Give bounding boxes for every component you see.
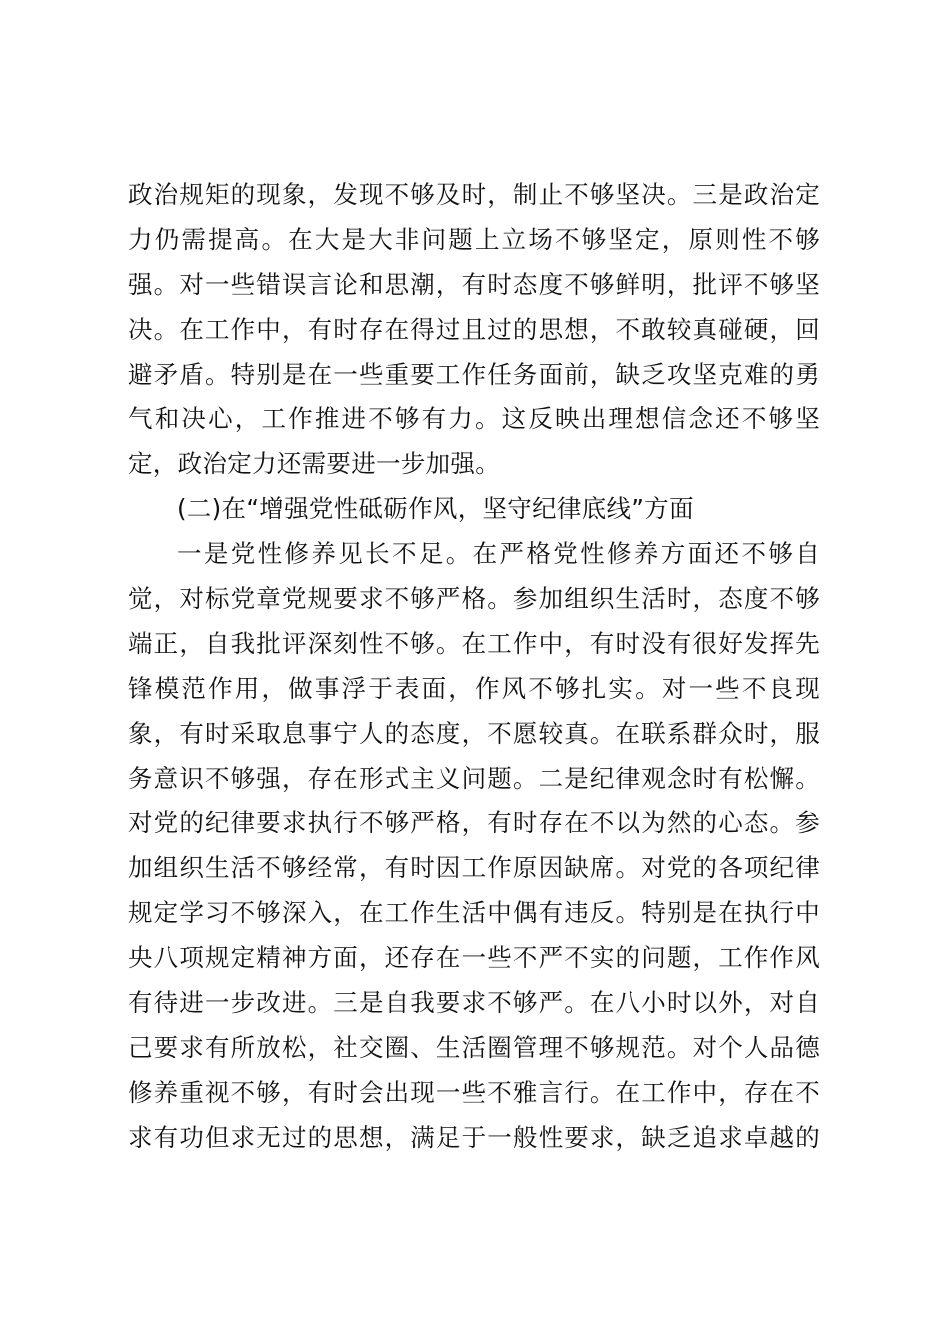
text-line: 力仍需提高。在大是大非问题上立场不够坚定，原则性不够 [128,224,820,254]
text-line: 避矛盾。特别是在一些重要工作任务面前，缺乏攻坚克难的勇 [128,359,820,389]
paragraph-first-line: 一是党性修养见长不足。在严格党性修养方面还不够自 [177,539,820,569]
text-line: 加组织生活不够经常，有时因工作原因缺席。对党的各项纪律 [128,853,820,883]
text-line: 务意识不够强，存在形式主义问题。二是纪律观念时有松懈。 [128,763,820,793]
text-line: 锋模范作用，做事浮于表面，作风不够扎实。对一些不良现 [128,673,820,703]
text-line: 己要求有所放松，社交圈、生活圈管理不够规范。对个人品德 [128,1032,820,1062]
section-heading: (二)在“增强党性砥砺作风，坚守纪律底线”方面 [177,494,694,524]
text-line: 决。在工作中，有时存在得过且过的思想，不敢较真碰硬，回 [128,314,820,344]
text-line: 央八项规定精神方面，还存在一些不严不实的问题，工作作风 [128,943,820,973]
text-line: 气和决心，工作推进不够有力。这反映出理想信念还不够坚 [128,404,820,434]
text-line: 修养重视不够，有时会出现一些不雅言行。在工作中，存在不 [128,1077,820,1107]
text-line: 有待进一步改进。三是自我要求不够严。在八小时以外，对自 [128,988,820,1018]
text-line: 政治规矩的现象，发现不够及时，制止不够坚决。三是政治定 [128,180,820,209]
text-line: 端正，自我批评深刻性不够。在工作中，有时没有很好发挥先 [128,628,820,658]
text-line: 觉，对标党章党规要求不够严格。参加组织生活时，态度不够 [128,584,820,614]
text-line: 定，政治定力还需要进一步加强。 [128,449,500,479]
text-line: 强。对一些错误言论和思潮，有时态度不够鲜明，批评不够坚 [128,269,820,299]
text-line: 求有功但求无过的思想，满足于一般性要求，缺乏追求卓越的 [128,1122,820,1152]
text-line: 象，有时采取息事宁人的态度，不愿较真。在联系群众时，服 [128,718,820,748]
text-line: 规定学习不够深入，在工作生活中偶有违反。特别是在执行中 [128,898,820,928]
text-line: 对党的纪律要求执行不够严格，有时存在不以为然的心态。参 [128,808,820,838]
document-body [128,173,820,1161]
